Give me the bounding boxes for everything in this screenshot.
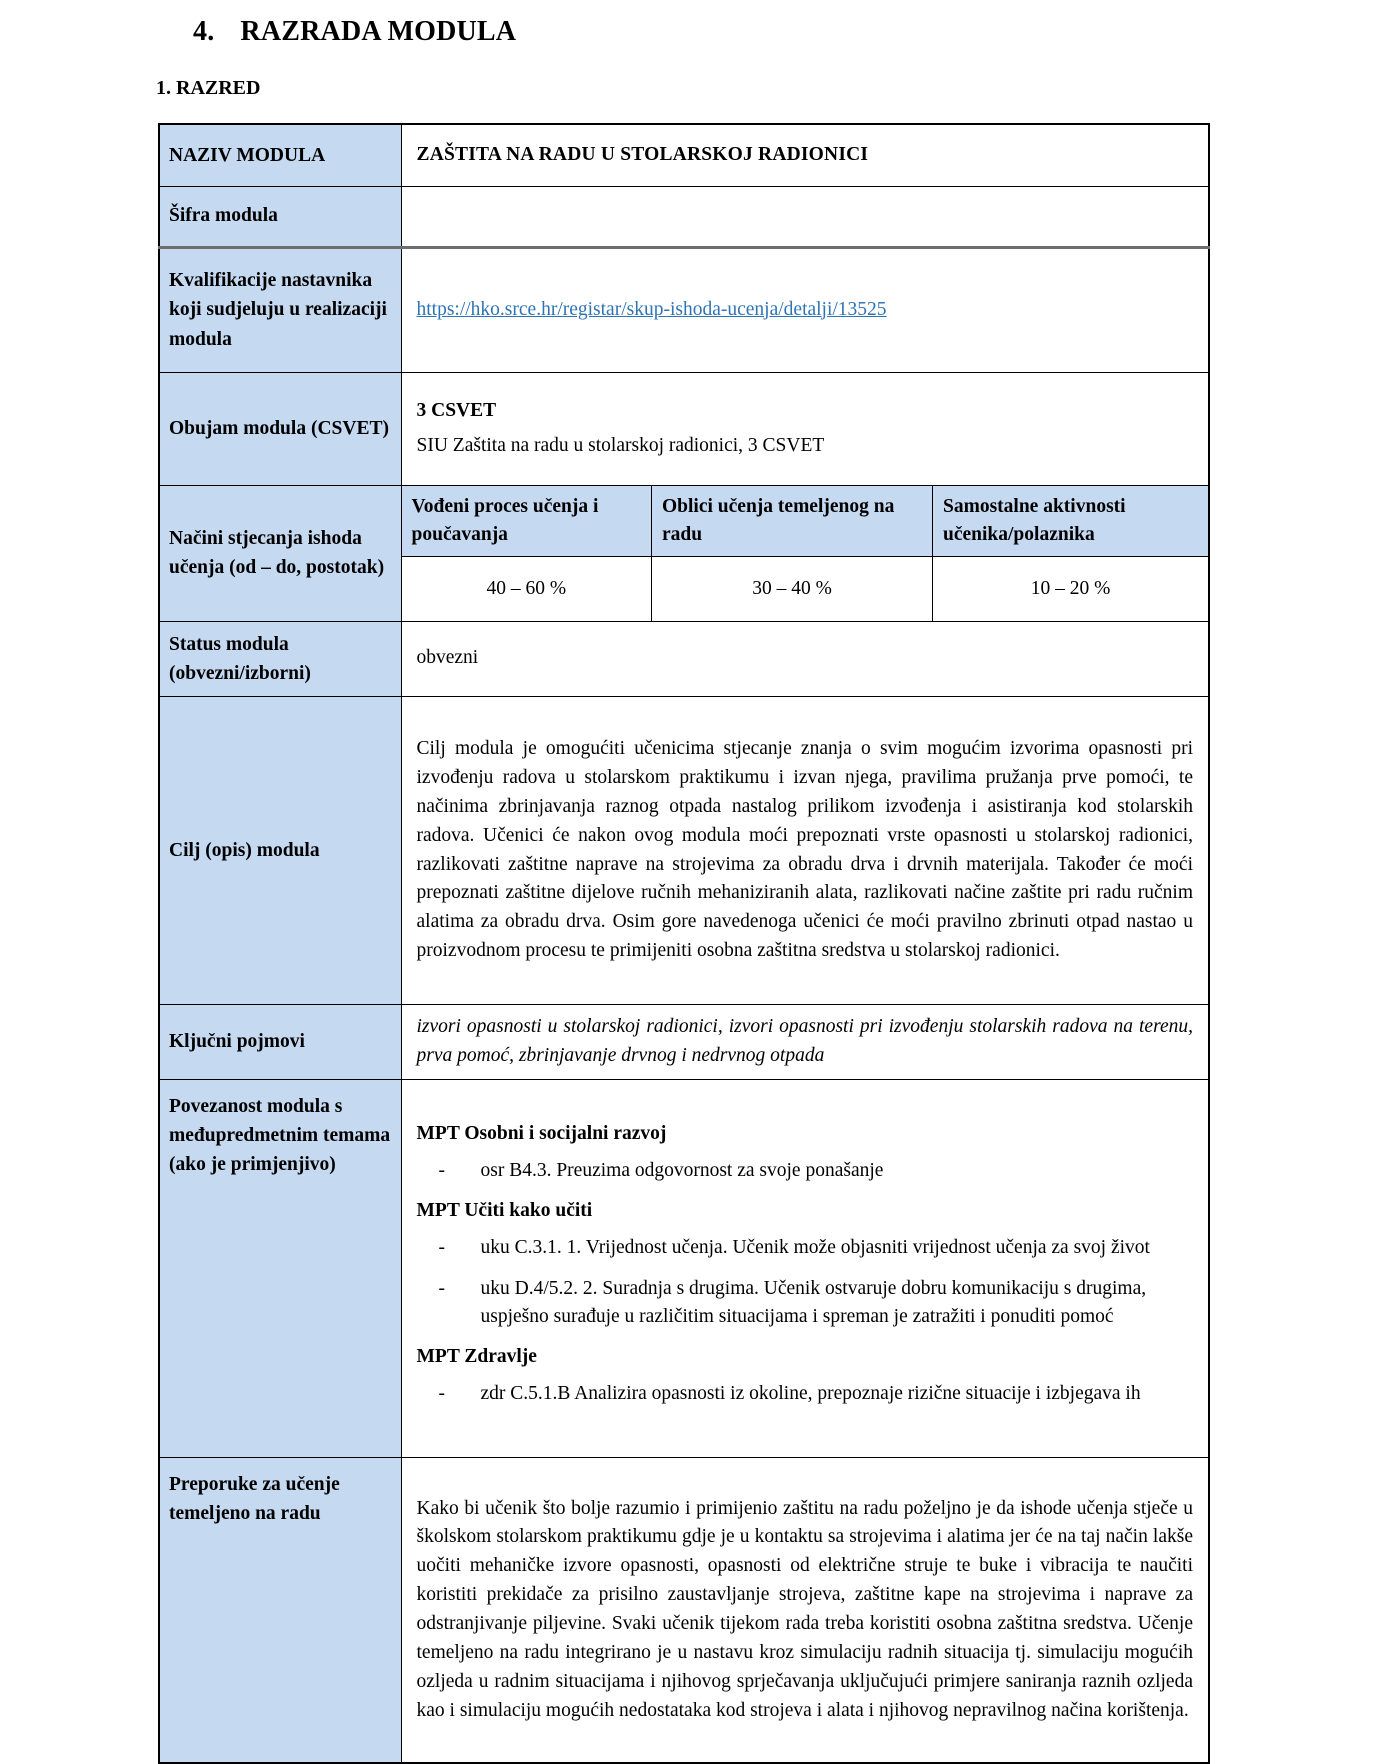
row-cilj-modula xyxy=(159,697,1209,1005)
header-oblici-ucenja: Oblici učenja temeljenog na radu xyxy=(652,486,933,557)
row-nacini-stjecanja xyxy=(159,485,1209,621)
value-preporuke: Kako bi učenik što bolje razumio i primijenio zaštitu na radu poželjno je da ishode učenja stječe u školskom stolarskom praktikumu gdje je u kontaktu sa strojevima i alatima jer će na taj način lakše uočiti mehaničke izvore opasnosti, opasnosti od električne struje te buke i vibracija te naučiti koristiti prekidače za prisilno zaustavljanje strojeva, zaštitne kape na strojevima i naprave za odstranjivanje piljevine. Svaki učenik tijekom rada treba koristiti osobna zaštitna sredstva. Učenje temeljeno na radu integrirano je u nastavu kroz simulaciju radnih situacija tj. simulaciju mogućih ozljeda u radnim situacijama i njihovog sprječavanja uključujući primjere saniranja raznih ozljeda kao i simulaciju mogućih nedostataka kod strojeva i alata i njihovog nepravilnog načina korištenja. xyxy=(401,1457,1209,1763)
label-status-modula: Status modula (obvezni/izborni) xyxy=(159,621,401,697)
mpt-heading-osr: MPT Osobni i socijalni razvoj xyxy=(416,1123,667,1145)
row-naziv-modula xyxy=(159,124,1209,186)
row-povezanost-mpt xyxy=(159,1079,1209,1457)
module-table xyxy=(158,123,1210,1764)
nacini-breakdown-cell xyxy=(401,485,1209,621)
value-kvalifikacije xyxy=(401,247,1209,372)
section-number: 4. xyxy=(193,16,215,47)
grade-heading: 1. RAZRED xyxy=(156,77,261,99)
nacini-breakdown-table xyxy=(402,486,1209,621)
header-vodeni-proces: Vođeni proces učenja i poučavanja xyxy=(402,486,652,557)
value-kljucni-pojmovi: izvori opasnosti u stolarskoj radionici, izvori opasnosti pri izvođenju stolarskih radova na terenu, prva pomoć, zbrinjavanje drvnog i nedrvnog otpada xyxy=(401,1005,1209,1080)
value-vodeni-proces: 40 – 60 % xyxy=(402,557,652,621)
label-naziv-modula: NAZIV MODULA xyxy=(159,124,401,186)
mpt-item-osr-b43: - osr B4.3. Preuzima odgovornost za svoje ponašanje xyxy=(417,1157,1194,1185)
label-nacini-stjecanja: Načini stjecanja ishoda učenja (od – do, postotak) xyxy=(159,485,401,621)
label-preporuke: Preporuke za učenje temeljeno na radu xyxy=(159,1457,401,1763)
value-naziv-modula: ZAŠTITA NA RADU U STOLARSKOJ RADIONICI xyxy=(401,124,1209,186)
row-kvalifikacije xyxy=(159,247,1209,372)
mpt-item-zdr-c51b: - zdr C.5.1.B Analizira opasnosti iz okoline, prepoznaje rizične situacije i izbjegava ih xyxy=(417,1380,1194,1408)
value-sifra-modula xyxy=(401,186,1209,247)
list-dash: - xyxy=(438,1237,445,1259)
value-status-modula: obvezni xyxy=(401,621,1209,697)
section-title: RAZRADA MODULA xyxy=(240,16,517,47)
row-sifra-modula xyxy=(159,186,1209,247)
section-heading xyxy=(193,16,1386,48)
row-preporuke xyxy=(159,1457,1209,1763)
nacini-header-row xyxy=(402,486,1209,557)
value-povezanost-mpt xyxy=(401,1079,1209,1457)
value-cilj-modula: Cilj modula je omogućiti učenicima stjecanje znanja o svim mogućim izvorima opasnosti pri izvođenju radova u stolarskom praktikumu i izvan njega, pravilima pružanja prve pomoći, te načinima zbrinjavanja raznog otpada nastalog prilikom izvođenja i asistiranja kod stolarskih radova. Učenici će nakon ovog modula moći prepoznati vrste opasnosti u stolarskoj radionici, razlikovati zaštitne naprave na strojevima za obradu drva i drvnih materijala. Također će moći prepoznati zaštitne dijelove ručnih mehaniziranih alata, razlikovati načine zaštite pri radu ručnim alatima za obradu drva. Osim gore navedenoga učenici će moći pravilno zbrinuti otpad nastao u proizvodnom procesu te primijeniti osobna zaštitna sredstva u stolarskoj radionici. xyxy=(401,697,1209,1005)
label-obujam-modula: Obujam modula (CSVET) xyxy=(159,372,401,485)
mpt-item-uku-c31: - uku C.3.1. 1. Vrijednost učenja. Učenik može objasniti vrijednost učenja za svoj život xyxy=(417,1234,1194,1262)
label-sifra-modula: Šifra modula xyxy=(159,186,401,247)
header-samostalne-aktivnosti: Samostalne aktivnosti učenika/polaznika xyxy=(933,486,1209,557)
row-obujam-modula xyxy=(159,372,1209,485)
registry-link[interactable]: https://hko.srce.hr/registar/skup-ishoda-ucenja/detalji/13525 xyxy=(416,298,887,320)
label-cilj-modula: Cilj (opis) modula xyxy=(159,697,401,1005)
list-dash: - xyxy=(438,1382,445,1404)
label-kljucni-pojmovi: Ključni pojmovi xyxy=(159,1005,401,1080)
list-dash: - xyxy=(438,1160,445,1182)
label-kvalifikacije: Kvalifikacije nastavnika koji sudjeluju u realizaciji modula xyxy=(159,247,401,372)
value-oblici-ucenja: 30 – 40 % xyxy=(652,557,933,621)
label-povezanost-mpt: Povezanost modula s međupredmetnim temama (ako je primjenjivo) xyxy=(159,1079,401,1457)
nacini-value-row xyxy=(402,557,1209,621)
list-dash: - xyxy=(438,1277,445,1299)
value-samostalne-aktivnosti: 10 – 20 % xyxy=(933,557,1209,621)
row-status-modula xyxy=(159,621,1209,697)
row-kljucni-pojmovi xyxy=(159,1005,1209,1080)
csvet-detail: SIU Zaštita na radu u stolarskoj radionici, 3 CSVET xyxy=(416,434,825,456)
value-obujam-modula xyxy=(401,372,1209,485)
mpt-heading-uku: MPT Učiti kako učiti xyxy=(416,1200,593,1222)
mpt-item-uku-d452: - uku D.4/5.2. 2. Suradnja s drugima. Učenik ostvaruje dobru komunikaciju s drugima, uspješno surađuje u različitim situacijama i spreman je zatražiti i ponuditi pomoć xyxy=(417,1275,1194,1332)
mpt-heading-zdr: MPT Zdravlje xyxy=(416,1346,537,1368)
csvet-amount: 3 CSVET xyxy=(416,399,497,421)
